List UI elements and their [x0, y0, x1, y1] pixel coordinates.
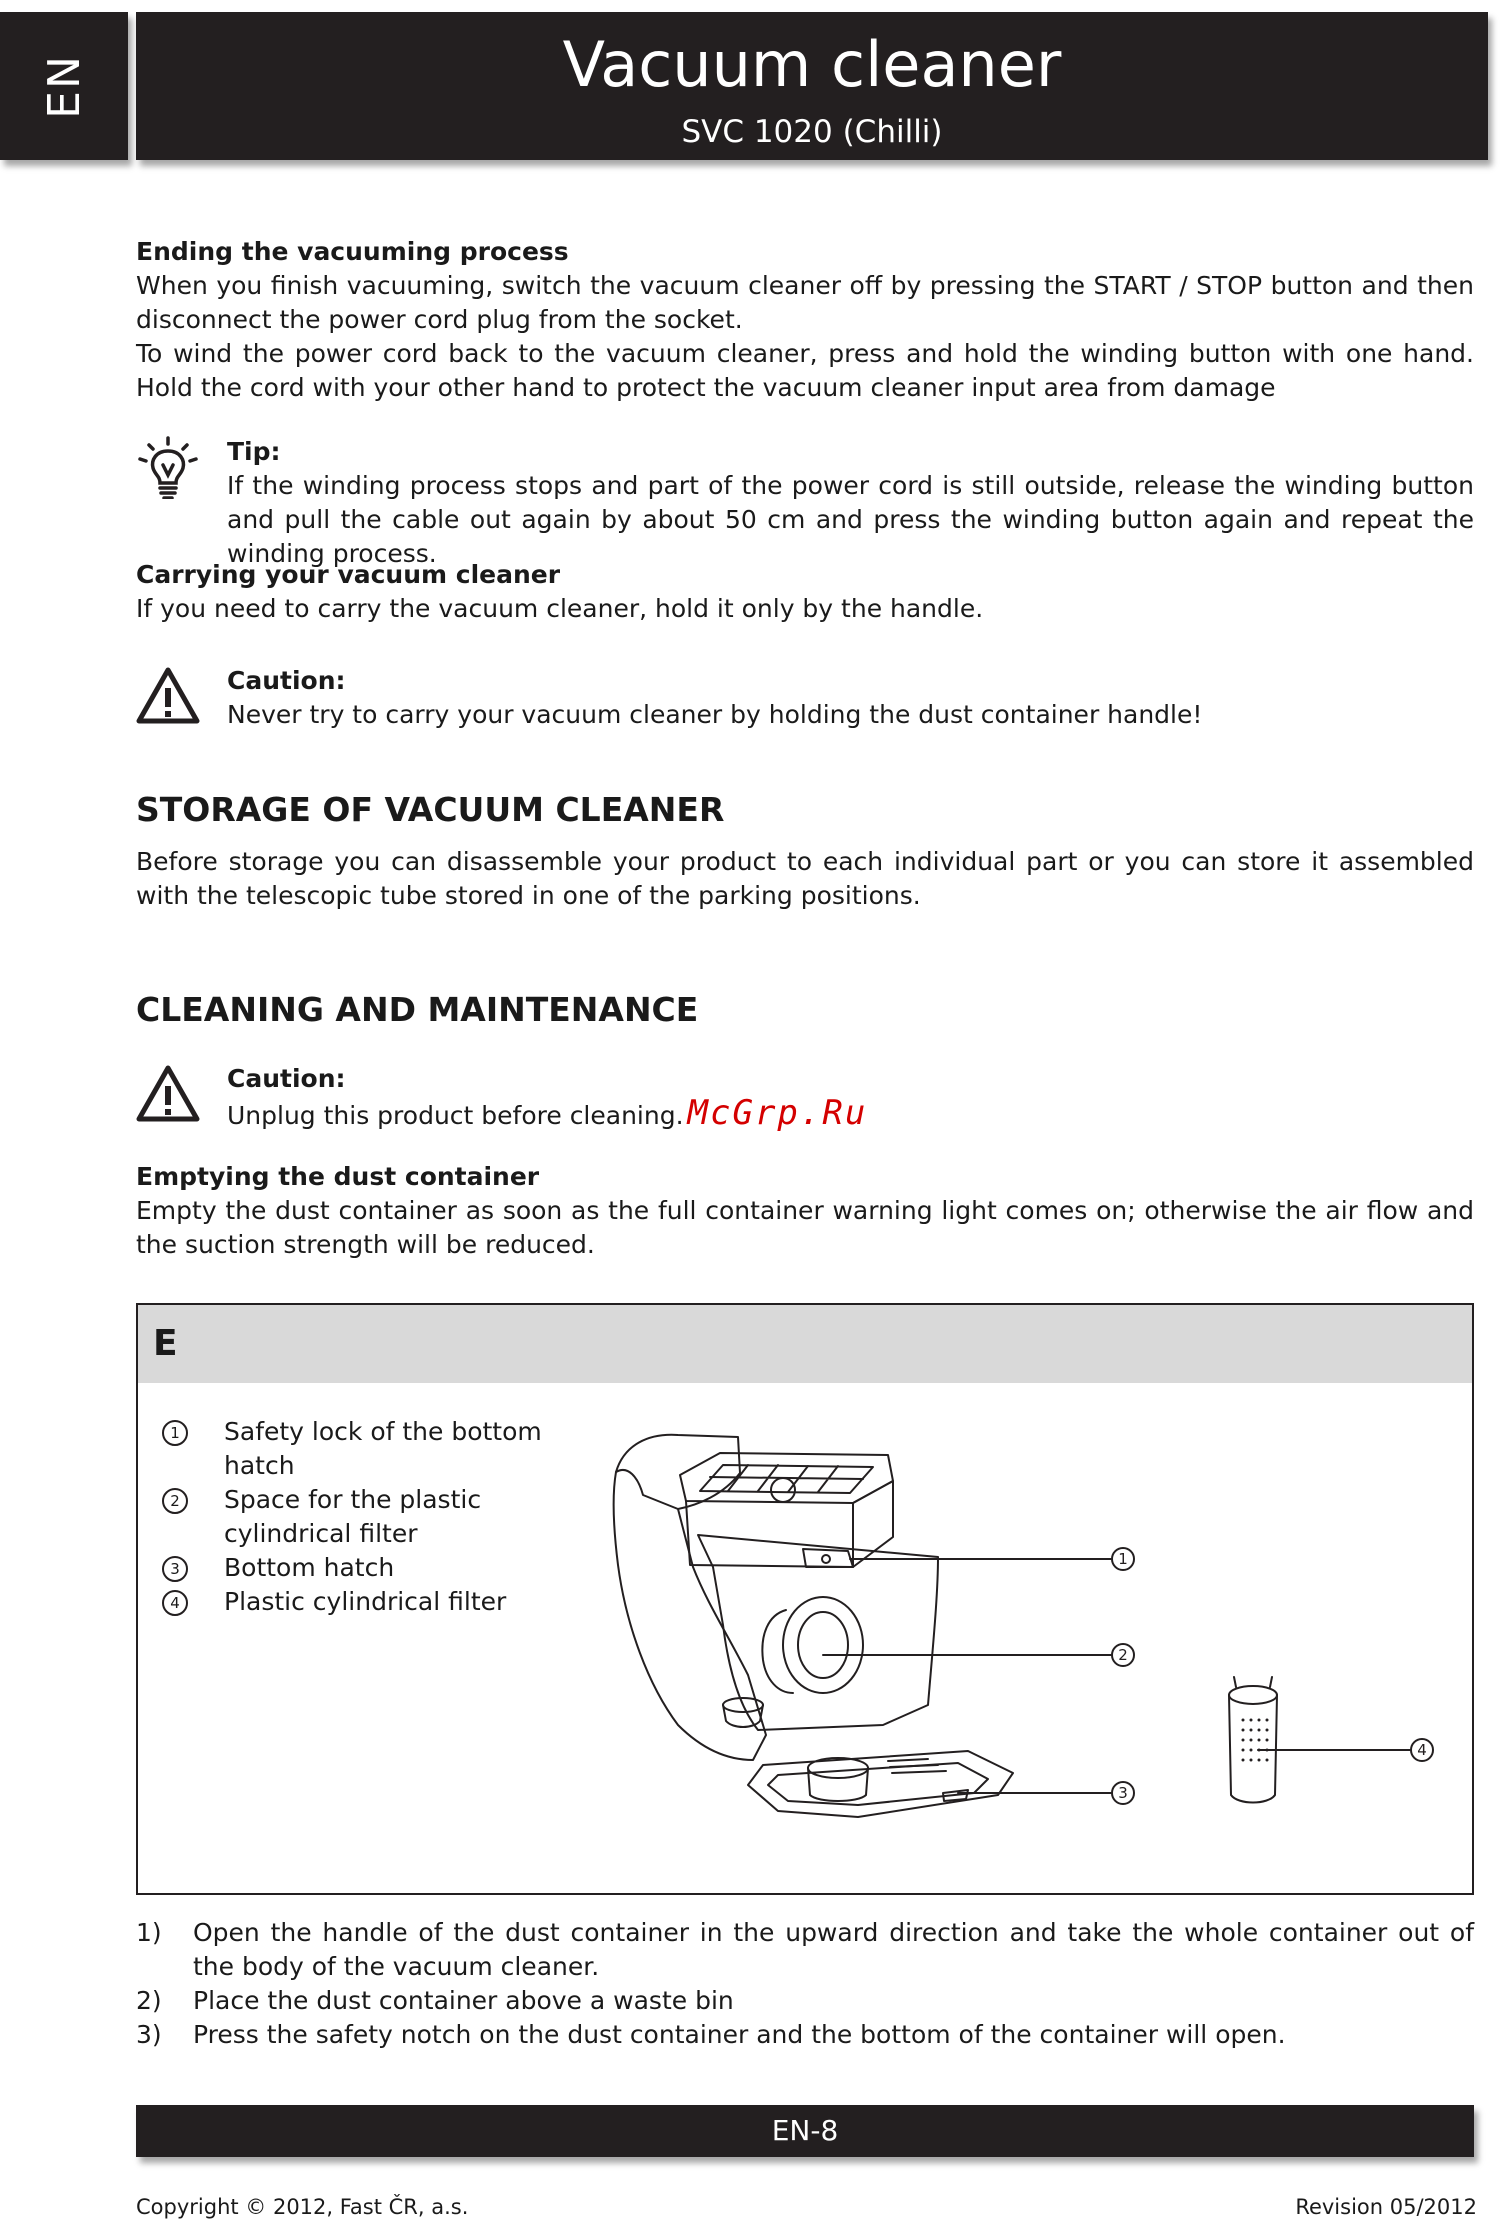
cleaning-heading: CLEANING AND MAINTENANCE — [136, 990, 699, 1029]
caution-text: Unplug this product before cleaning. — [227, 1101, 684, 1130]
carrying-text: If you need to carry the vacuum cleaner, hold it only by the handle. — [136, 594, 984, 623]
emptying-section — [136, 1160, 1474, 1262]
footer-bar — [136, 2105, 1474, 2157]
caution-note-carry — [136, 664, 1474, 732]
storage-heading: STORAGE OF VACUUM CLEANER — [136, 790, 725, 829]
warning-triangle-icon — [136, 1062, 200, 1126]
list-item — [136, 1984, 1474, 2018]
title-bar — [136, 12, 1488, 160]
storage-section — [136, 790, 1474, 913]
legend-text: Space for the plastic cylindrical filter — [224, 1485, 482, 1548]
carrying-section — [136, 558, 1474, 626]
cleaning-section — [136, 990, 1474, 1029]
revision-text: Revision 05/2012 — [1295, 2195, 1477, 2219]
ending-paragraph-1: When you finish vacuuming, switch the vacuum cleaner off by pressing the START / STOP button and then disconnect the power cord plug from the socket. — [136, 271, 1474, 334]
page-title: Vacuum cleaner — [562, 28, 1062, 101]
callout-4: 4 — [1417, 1741, 1427, 1759]
lightbulb-icon — [136, 435, 200, 499]
legend-text: Plastic cylindrical filter — [224, 1587, 507, 1616]
page-number: EN-8 — [771, 2114, 839, 2147]
caution-text: Never try to carry your vacuum cleaner by holding the dust container handle! — [227, 700, 1203, 729]
warning-triangle-icon — [136, 664, 200, 728]
step-text: Place the dust container above a waste bin — [193, 1986, 734, 2015]
emptying-heading: Emptying the dust container — [136, 1162, 540, 1191]
callout-3: 3 — [1118, 1784, 1128, 1802]
tip-note — [136, 435, 1474, 571]
callout-2: 2 — [1118, 1646, 1128, 1664]
carrying-heading: Carrying your vacuum cleaner — [136, 560, 561, 589]
list-item — [136, 2018, 1474, 2052]
list-item — [136, 1916, 1474, 1984]
ending-heading: Ending the vacuuming process — [136, 237, 569, 266]
caution-label: Caution: — [227, 1064, 346, 1093]
language-label: EN — [38, 53, 90, 119]
legend-number: 3 — [162, 1556, 188, 1582]
legend-number: 1 — [162, 1420, 188, 1446]
step-number: 3) — [136, 2020, 162, 2049]
callout-markers — [1112, 1548, 1433, 1804]
emptying-text: Empty the dust container as soon as the full container warning light comes on; otherwise the air flow and the suction strength will be reduced. — [136, 1196, 1474, 1259]
storage-text: Before storage you can disassemble your product to each individual part or you can store it assembled with the telescopic tube stored in one of the parking positions. — [136, 847, 1474, 910]
ending-paragraph-2: To wind the power cord back to the vacuum cleaner, press and hold the winding button with one hand. Hold the cord with your other hand to protect the vacuum cleaner input area from damage — [136, 339, 1474, 402]
dust-container-illustration — [138, 1305, 1472, 1893]
legend-number: 4 — [162, 1590, 188, 1616]
language-tab — [0, 12, 128, 160]
step-text: Open the handle of the dust container in the upward direction and take the whole container out of the body of the vacuum cleaner. — [193, 1918, 1474, 1981]
watermark-text: McGrp.Ru — [687, 1093, 868, 1133]
caution-note-unplug — [136, 1062, 1474, 1133]
legend-text: Safety lock of the bottom hatch — [224, 1417, 542, 1480]
callout-1: 1 — [1118, 1550, 1128, 1568]
legend-number: 2 — [162, 1488, 188, 1514]
step-text: Press the safety notch on the dust container and the bottom of the container will open. — [193, 2020, 1286, 2049]
legend-text: Bottom hatch — [224, 1553, 395, 1582]
steps-list — [136, 1916, 1474, 2052]
model-subtitle: SVC 1020 (Chilli) — [681, 114, 943, 150]
tip-text: If the winding process stops and part of the power cord is still outside, release the winding button and pull the cable out again by about 50 cm and press the winding button again and repeat the winding process. — [227, 471, 1474, 568]
tip-label: Tip: — [227, 437, 281, 466]
ending-section — [136, 235, 1474, 405]
step-number: 1) — [136, 1918, 162, 1947]
figure-e — [136, 1303, 1474, 1895]
copyright-text: Copyright © 2012, Fast ČR, a.s. — [136, 2195, 469, 2219]
figure-label: E — [153, 1323, 178, 1364]
step-number: 2) — [136, 1986, 162, 2015]
caution-label: Caution: — [227, 666, 346, 695]
